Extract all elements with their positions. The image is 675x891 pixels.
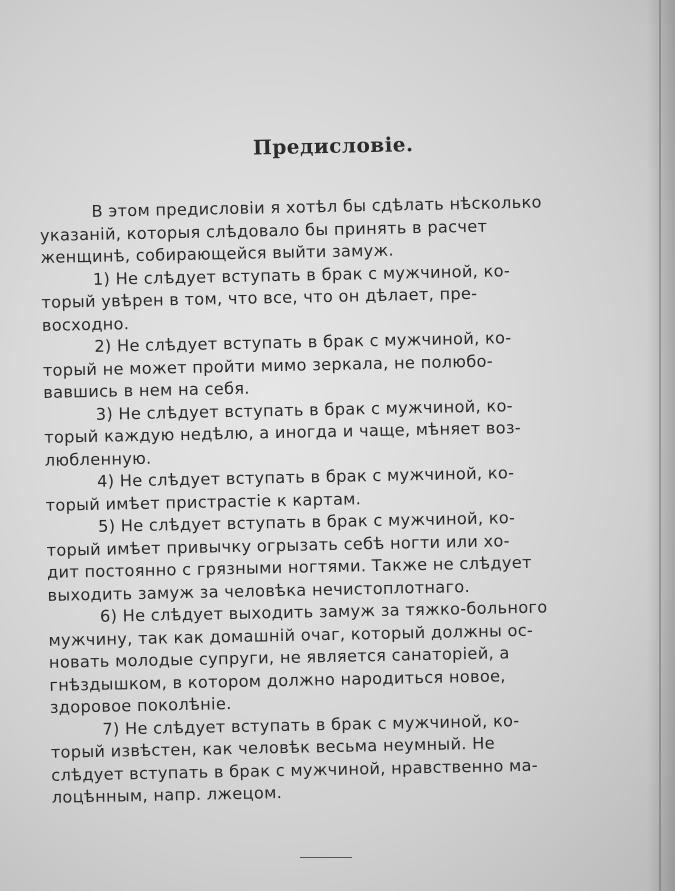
text-line: лоцѣнным, напр. лжецом.	[51, 783, 283, 807]
paragraph-intro	[39, 190, 630, 270]
text-line: слѣдует вступать в брак с мужчиной, нравственно ма-	[51, 755, 539, 785]
text-line: гнѣздышком, в котором должно народиться новое,	[49, 665, 506, 695]
text-line: вавшись в нем на себя.	[43, 378, 250, 402]
text-line: новать молодые супруги, не является санаторіей, а	[48, 643, 510, 672]
text-line: В этом предисловіи я хотѣл бы сдѣлать нѣсколько	[91, 192, 542, 221]
text-line: 6) Не слѣдует выходить замуж за тяжко-больного	[99, 597, 548, 626]
paragraph-item-5	[46, 505, 638, 607]
text-line: здоровое поколѣніе.	[49, 694, 232, 717]
text-line: 5) Не слѣдует вступать в брак с мужчиной, ко-	[97, 508, 516, 536]
preface-section	[38, 128, 642, 810]
text-line: восходно.	[41, 313, 130, 335]
text-line: торый имѣет привычку огрызать себѣ ногти или хо-	[46, 530, 510, 560]
text-line: выходить замуж за человѣка нечистоплотнаго.	[47, 576, 471, 605]
text-line: 7) Не слѣдует вступать в брак с мужчиной, ко-	[102, 710, 520, 739]
text-line: 2) Не слѣдует вступать в брак с мужчиной, ко-	[94, 328, 512, 356]
text-line: указаній, которыя слѣдовало бы принять в расчет	[39, 216, 488, 245]
paragraph-item-2	[42, 325, 633, 405]
text-line: торый каждую недѣлю, а иногда и чаще, мѣняет воз-	[44, 417, 522, 447]
text-line: торый увѣрен в том, что все, что он дѣлает, пре-	[41, 283, 478, 312]
text-line: мужчину, так как домашній очаг, который должны ос-	[48, 620, 534, 650]
paragraph-item-7	[50, 707, 642, 809]
text-line: торый извѣстен, как человѣк весьма неумный. Не	[50, 733, 496, 762]
text-line: дит постоянно с грязными ногтями. Также не слѣдует	[46, 552, 532, 582]
paragraph-item-6	[48, 595, 640, 720]
text-line: 1) Не слѣдует вступать в брак с мужчиной, ко-	[92, 260, 511, 289]
end-divider	[300, 857, 352, 858]
paragraph-item-1	[41, 257, 632, 337]
text-line: женщинѣ, собирающейся выйти замуж.	[40, 240, 395, 267]
text-line: торый имѣет пристрастіе к картам.	[45, 488, 362, 515]
text-line: любленную.	[44, 448, 152, 470]
text-line: 3) Не слѣдует вступать в брак с мужчиной, ко-	[95, 395, 514, 424]
text-line: торый не может пройти мимо зеркала, не полюбо-	[42, 351, 494, 380]
paragraph-item-3	[44, 392, 635, 472]
page-title: Предисловіе.	[252, 132, 414, 160]
page-edge-shadow	[659, 0, 661, 891]
text-line: 4) Не слѣдует вступать в брак с мужчиной, ко-	[96, 463, 515, 491]
